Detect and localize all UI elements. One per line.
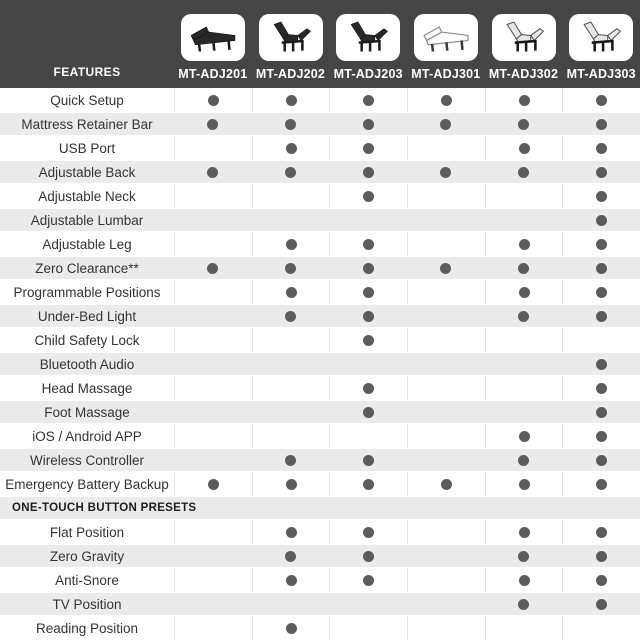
value-cell-mt-adj302 [485,88,563,112]
feature-included-dot [363,479,374,490]
value-cell-mt-adj303 [562,112,640,136]
feature-included-dot [596,95,607,106]
product-column-mt-adj302 [485,0,563,88]
product-model-label: MT-ADJ201 [178,67,248,81]
feature-row [0,280,640,304]
value-cell-mt-adj201 [174,256,252,280]
value-cell-mt-adj202 [252,184,330,208]
value-cell-mt-adj202 [252,232,330,256]
value-cell-mt-adj203 [329,400,407,424]
product-columns-header [174,0,640,88]
product-image-tile [492,14,556,61]
feature-row [0,400,640,424]
value-cell-mt-adj302 [485,328,563,352]
value-cell-mt-adj302 [485,544,563,568]
feature-included-dot [207,119,218,130]
product-image-tile [181,14,245,61]
value-cell-mt-adj203 [329,232,407,256]
feature-name-cell: Adjustable Neck [38,188,136,204]
feature-name-cell: Wireless Controller [29,452,145,468]
value-cell-mt-adj302 [485,568,563,592]
feature-included-dot [207,263,218,274]
feature-row [0,256,640,280]
feature-row [0,160,640,184]
value-cell-mt-adj201 [174,424,252,448]
feature-name-cell: Anti-Snore [55,572,119,588]
feature-row [0,448,640,472]
feature-included-dot [440,119,451,130]
value-cell-mt-adj301 [407,88,485,112]
feature-row [0,232,640,256]
feature-included-dot [519,575,530,586]
value-cell-mt-adj302 [485,280,563,304]
product-image-tile [414,14,478,61]
value-cell-mt-adj202 [252,328,330,352]
value-cell-mt-adj201 [174,208,252,232]
feature-included-dot [596,527,607,538]
feature-included-dot [363,311,374,322]
bed-icon [186,18,240,58]
feature-row [0,328,640,352]
feature-included-dot [519,143,530,154]
feature-name-cell: iOS / Android APP [32,428,142,444]
value-cell-mt-adj201 [174,376,252,400]
product-column-mt-adj201 [174,0,252,88]
value-cell-mt-adj201 [174,184,252,208]
feature-included-dot [596,359,607,370]
value-cell-mt-adj302 [485,208,563,232]
value-cell-mt-adj302 [485,400,563,424]
value-cell-mt-adj302 [485,112,563,136]
value-cell-mt-adj302 [485,472,563,496]
feature-name-cell: Programmable Positions [13,284,161,300]
value-cell-mt-adj203 [329,328,407,352]
value-cell-mt-adj202 [252,568,330,592]
feature-name-cell: Child Safety Lock [34,332,140,348]
feature-included-dot [208,95,219,106]
value-cell-mt-adj203 [329,256,407,280]
value-cell-mt-adj303 [562,400,640,424]
value-cell-mt-adj201 [174,280,252,304]
value-cell-mt-adj303 [562,544,640,568]
feature-row [0,136,640,160]
feature-included-dot [363,95,374,106]
feature-included-dot [518,455,529,466]
feature-name-cell: Mattress Retainer Bar [21,116,153,132]
value-cell-mt-adj303 [562,160,640,184]
feature-included-dot [363,527,374,538]
feature-row [0,304,640,328]
feature-row [0,112,640,136]
feature-included-dot [363,167,374,178]
feature-row [0,568,640,592]
value-cell-mt-adj303 [562,472,640,496]
feature-included-dot [285,167,296,178]
value-cell-mt-adj201 [174,328,252,352]
table-header [0,0,640,88]
value-cell-mt-adj202 [252,280,330,304]
value-cell-mt-adj302 [485,376,563,400]
value-cell-mt-adj301 [407,112,485,136]
value-cell-mt-adj303 [562,256,640,280]
feature-name-cell: Foot Massage [44,404,130,420]
value-cell-mt-adj302 [485,136,563,160]
feature-included-dot [596,599,607,610]
feature-included-dot [519,239,530,250]
feature-row [0,352,640,376]
value-cell-mt-adj301 [407,232,485,256]
feature-included-dot [286,239,297,250]
feature-included-dot [519,287,530,298]
value-cell-mt-adj201 [174,352,252,376]
value-cell-mt-adj303 [562,592,640,616]
value-cell-mt-adj302 [485,304,563,328]
product-column-mt-adj202 [252,0,330,88]
value-cell-mt-adj302 [485,232,563,256]
product-model-label: MT-ADJ303 [566,67,636,81]
feature-included-dot [596,119,607,130]
feature-name-cell: Reading Position [35,620,139,636]
value-cell-mt-adj201 [174,592,252,616]
feature-included-dot [596,143,607,154]
feature-name-cell: Flat Position [49,524,125,540]
feature-included-dot [596,287,607,298]
value-cell-mt-adj301 [407,400,485,424]
value-cell-mt-adj303 [562,280,640,304]
feature-row [0,472,640,496]
value-cell-mt-adj202 [252,448,330,472]
feature-included-dot [285,311,296,322]
value-cell-mt-adj203 [329,160,407,184]
value-cell-mt-adj201 [174,160,252,184]
value-cell-mt-adj203 [329,544,407,568]
feature-included-dot [441,95,452,106]
value-cell-mt-adj302 [485,256,563,280]
feature-included-dot [519,95,530,106]
feature-included-dot [518,551,529,562]
value-cell-mt-adj202 [252,352,330,376]
section-header-row [0,496,640,520]
feature-row [0,544,640,568]
feature-included-dot [519,431,530,442]
feature-included-dot [363,239,374,250]
feature-row [0,592,640,616]
value-cell-mt-adj202 [252,592,330,616]
feature-included-dot [596,383,607,394]
value-cell-mt-adj201 [174,448,252,472]
bed-icon [574,18,628,58]
feature-included-dot [596,215,607,226]
value-cell-mt-adj202 [252,112,330,136]
value-cell-mt-adj303 [562,520,640,544]
value-cell-mt-adj302 [485,160,563,184]
feature-included-dot [285,455,296,466]
value-cell-mt-adj203 [329,520,407,544]
value-cell-mt-adj301 [407,592,485,616]
feature-included-dot [286,287,297,298]
value-cell-mt-adj301 [407,616,485,640]
value-cell-mt-adj302 [485,520,563,544]
bed-icon [264,18,318,58]
value-cell-mt-adj203 [329,448,407,472]
feature-included-dot [286,623,297,634]
value-cell-mt-adj203 [329,352,407,376]
bed-icon [341,18,395,58]
feature-matrix [0,88,640,640]
feature-included-dot [440,167,451,178]
value-cell-mt-adj202 [252,136,330,160]
value-cell-mt-adj203 [329,376,407,400]
bed-icon [497,18,551,58]
value-cell-mt-adj303 [562,208,640,232]
value-cell-mt-adj201 [174,136,252,160]
value-cell-mt-adj303 [562,376,640,400]
feature-included-dot [596,551,607,562]
features-column-heading: FEATURES [53,65,121,79]
feature-included-dot [285,263,296,274]
feature-included-dot [363,287,374,298]
feature-included-dot [363,143,374,154]
feature-included-dot [518,263,529,274]
value-cell-mt-adj201 [174,232,252,256]
feature-included-dot [207,167,218,178]
value-cell-mt-adj203 [329,136,407,160]
feature-included-dot [208,479,219,490]
value-cell-mt-adj203 [329,88,407,112]
feature-included-dot [519,527,530,538]
value-cell-mt-adj203 [329,208,407,232]
feature-included-dot [596,191,607,202]
value-cell-mt-adj301 [407,280,485,304]
value-cell-mt-adj301 [407,136,485,160]
section-title: ONE-TOUCH BUTTON PRESETS [12,502,197,514]
value-cell-mt-adj202 [252,256,330,280]
product-model-label: MT-ADJ302 [488,67,559,81]
value-cell-mt-adj301 [407,352,485,376]
feature-name-cell: Adjustable Leg [42,236,132,252]
value-cell-mt-adj302 [485,352,563,376]
feature-included-dot [596,311,607,322]
value-cell-mt-adj201 [174,112,252,136]
value-cell-mt-adj301 [407,184,485,208]
feature-included-dot [286,575,297,586]
feature-included-dot [363,263,374,274]
product-model-label: MT-ADJ203 [333,67,403,81]
feature-included-dot [363,191,374,202]
value-cell-mt-adj201 [174,568,252,592]
value-cell-mt-adj301 [407,208,485,232]
value-cell-mt-adj203 [329,184,407,208]
value-cell-mt-adj202 [252,424,330,448]
feature-included-dot [518,119,529,130]
feature-row [0,520,640,544]
value-cell-mt-adj301 [407,328,485,352]
feature-included-dot [596,407,607,418]
value-cell-mt-adj303 [562,616,640,640]
value-cell-mt-adj301 [407,448,485,472]
value-cell-mt-adj303 [562,424,640,448]
value-cell-mt-adj303 [562,88,640,112]
feature-name-cell: Adjustable Lumbar [30,212,144,228]
value-cell-mt-adj303 [562,136,640,160]
value-cell-mt-adj302 [485,424,563,448]
feature-row [0,208,640,232]
feature-included-dot [286,143,297,154]
value-cell-mt-adj203 [329,424,407,448]
feature-name-cell: Quick Setup [50,92,124,108]
value-cell-mt-adj202 [252,88,330,112]
feature-name-cell: Head Massage [41,380,133,396]
feature-included-dot [518,311,529,322]
feature-included-dot [596,575,607,586]
value-cell-mt-adj301 [407,568,485,592]
value-cell-mt-adj201 [174,616,252,640]
feature-name-cell: USB Port [58,140,116,156]
feature-included-dot [596,479,607,490]
value-cell-mt-adj201 [174,472,252,496]
feature-included-dot [286,479,297,490]
value-cell-mt-adj202 [252,400,330,424]
value-cell-mt-adj301 [407,256,485,280]
feature-included-dot [440,263,451,274]
value-cell-mt-adj301 [407,544,485,568]
product-image-tile [259,14,323,61]
feature-name-cell: Adjustable Back [38,164,136,180]
feature-included-dot [363,551,374,562]
value-cell-mt-adj303 [562,232,640,256]
feature-included-dot [285,119,296,130]
feature-included-dot [363,335,374,346]
value-cell-mt-adj201 [174,544,252,568]
feature-name-cell: TV Position [52,596,122,612]
product-image-tile [569,14,633,61]
value-cell-mt-adj202 [252,208,330,232]
value-cell-mt-adj302 [485,616,563,640]
feature-included-dot [596,431,607,442]
value-cell-mt-adj303 [562,304,640,328]
value-cell-mt-adj203 [329,304,407,328]
feature-name-cell: Emergency Battery Backup [5,476,169,492]
feature-row [0,616,640,640]
value-cell-mt-adj203 [329,280,407,304]
product-image-tile [336,14,400,61]
value-cell-mt-adj303 [562,184,640,208]
feature-included-dot [596,239,607,250]
feature-included-dot [285,551,296,562]
value-cell-mt-adj301 [407,520,485,544]
value-cell-mt-adj202 [252,376,330,400]
feature-included-dot [518,599,529,610]
value-cell-mt-adj203 [329,616,407,640]
feature-included-dot [519,479,530,490]
value-cell-mt-adj202 [252,544,330,568]
feature-name-cell: Zero Clearance** [35,260,139,276]
feature-included-dot [363,407,374,418]
feature-name-cell: Bluetooth Audio [39,356,135,372]
value-cell-mt-adj201 [174,88,252,112]
feature-included-dot [363,119,374,130]
value-cell-mt-adj202 [252,616,330,640]
value-cell-mt-adj203 [329,592,407,616]
feature-included-dot [596,455,607,466]
bed-icon [419,18,473,58]
value-cell-mt-adj303 [562,352,640,376]
feature-name-cell: Zero Gravity [49,548,125,564]
feature-included-dot [441,479,452,490]
value-cell-mt-adj301 [407,160,485,184]
feature-included-dot [286,95,297,106]
feature-included-dot [596,167,607,178]
feature-included-dot [363,383,374,394]
value-cell-mt-adj201 [174,304,252,328]
value-cell-mt-adj202 [252,304,330,328]
feature-included-dot [363,455,374,466]
value-cell-mt-adj303 [562,448,640,472]
product-column-mt-adj301 [407,0,485,88]
feature-row [0,88,640,112]
value-cell-mt-adj303 [562,328,640,352]
value-cell-mt-adj201 [174,400,252,424]
value-cell-mt-adj301 [407,424,485,448]
value-cell-mt-adj202 [252,472,330,496]
feature-row [0,184,640,208]
value-cell-mt-adj301 [407,376,485,400]
value-cell-mt-adj303 [562,568,640,592]
value-cell-mt-adj202 [252,520,330,544]
value-cell-mt-adj202 [252,160,330,184]
product-model-label: MT-ADJ301 [411,67,481,81]
value-cell-mt-adj203 [329,568,407,592]
value-cell-mt-adj301 [407,304,485,328]
value-cell-mt-adj203 [329,472,407,496]
value-cell-mt-adj302 [485,184,563,208]
product-column-mt-adj203 [329,0,407,88]
value-cell-mt-adj301 [407,472,485,496]
feature-row [0,424,640,448]
product-model-label: MT-ADJ202 [255,67,326,81]
value-cell-mt-adj302 [485,448,563,472]
feature-included-dot [518,167,529,178]
value-cell-mt-adj302 [485,592,563,616]
feature-name-cell: Under-Bed Light [37,308,137,324]
feature-included-dot [363,575,374,586]
value-cell-mt-adj201 [174,520,252,544]
feature-row [0,376,640,400]
value-cell-mt-adj203 [329,112,407,136]
feature-included-dot [286,527,297,538]
product-column-mt-adj303 [562,0,640,88]
feature-included-dot [596,263,607,274]
